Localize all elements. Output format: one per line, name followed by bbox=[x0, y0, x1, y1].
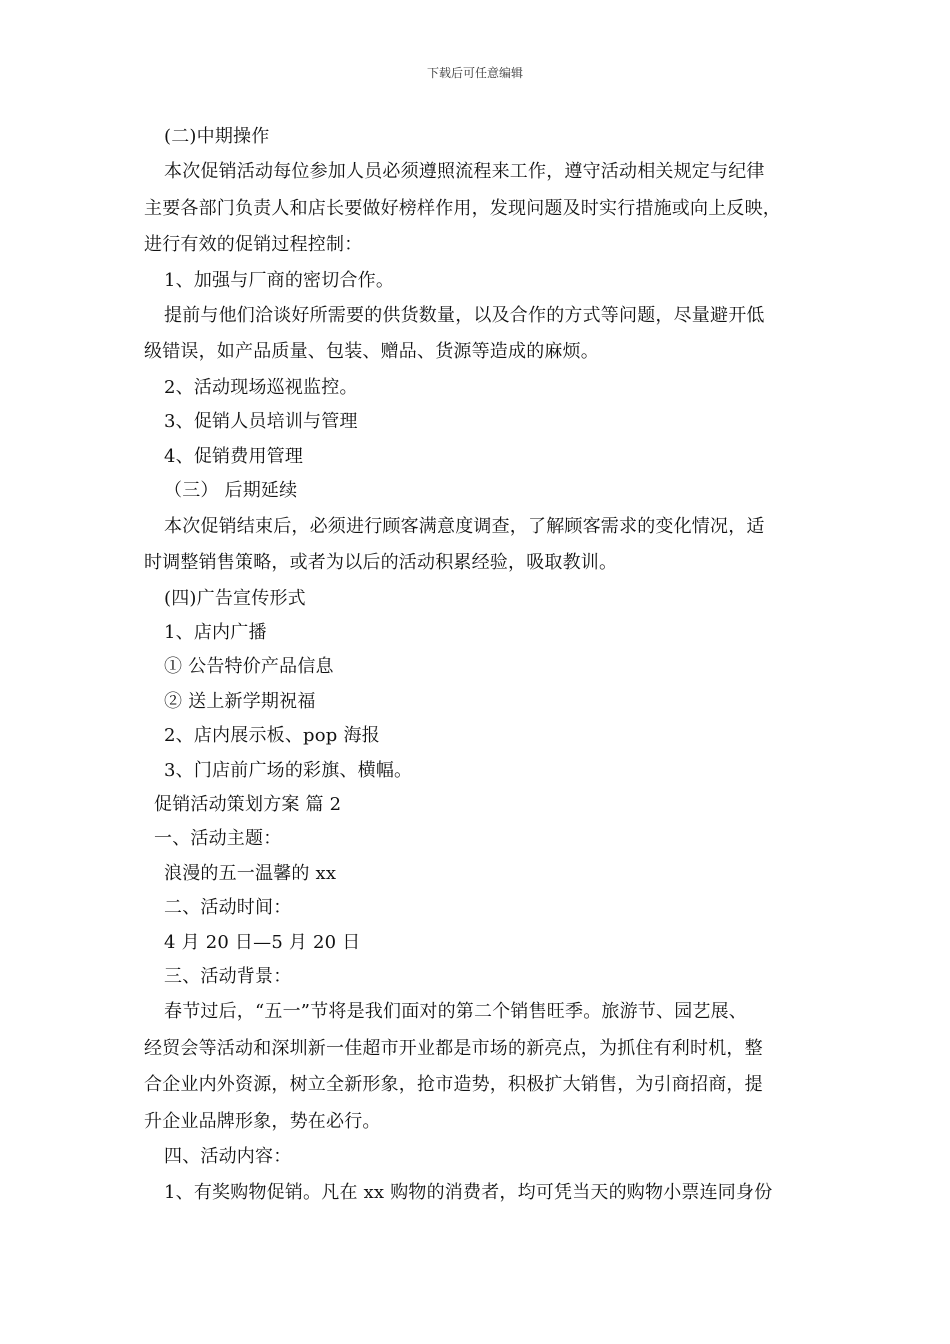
paragraph-line: 合企业内外资源，树立全新形象，抢市造势，积极扩大销售，为引商招商，提 bbox=[144, 1074, 763, 1096]
paragraph-line: 春节过后，“五一”节将是我们面对的第二个销售旺季。旅游节、园艺展、 bbox=[164, 1001, 748, 1023]
section-heading-background: 三、活动背景： bbox=[164, 966, 292, 987]
paragraph-line: 时调整销售策略，或者为以后的活动积累经验，吸取教训。 bbox=[144, 552, 618, 574]
paragraph-line: 1、有奖购物促销。凡在 xx 购物的消费者，均可凭当天的购物小票连同身份 bbox=[164, 1181, 773, 1203]
list-item: 2、活动现场巡视监控。 bbox=[164, 376, 358, 398]
section-heading-time: 二、活动时间： bbox=[164, 897, 292, 919]
document-body bbox=[144, 120, 824, 1211]
list-item: 4、促销费用管理 bbox=[164, 445, 304, 467]
paragraph-line: 本次促销结束后，必须进行顾客满意度调查，了解顾客需求的变化情况，适 bbox=[164, 515, 765, 537]
list-item: 2、店内展示板、pop 海报 bbox=[164, 725, 380, 747]
article-title: 促销活动策划方案 篇 2 bbox=[154, 793, 342, 815]
page-header: 下载后可任意编辑 bbox=[426, 66, 523, 80]
paragraph-line: 升企业品牌形象，势在必行。 bbox=[144, 1110, 381, 1132]
list-item: 3、促销人员培训与管理 bbox=[164, 411, 358, 433]
list-item: 1、店内广播 bbox=[164, 621, 267, 643]
paragraph-line: 经贸会等活动和深圳新一佳超市开业都是市场的新亮点，为抓住有利时机，整 bbox=[144, 1037, 763, 1059]
section-heading-theme: 一、活动主题： bbox=[154, 828, 282, 850]
list-subitem: ② 送上新学期祝福 bbox=[164, 690, 316, 712]
list-subitem: ① 公告特价产品信息 bbox=[164, 656, 334, 678]
list-item: 3、门店前广场的彩旗、横幅。 bbox=[164, 759, 413, 781]
paragraph-line: 本次促销活动每位参加人员必须遵照流程来工作，遵守活动相关规定与纪律 bbox=[164, 161, 765, 182]
section-heading-mid-term: (二)中期操作 bbox=[164, 126, 270, 147]
section-heading-advertising: (四)广告宣传形式 bbox=[164, 587, 306, 609]
list-item: 1、加强与厂商的密切合作。 bbox=[164, 269, 395, 291]
paragraph-line: 进行有效的促销过程控制： bbox=[144, 234, 363, 255]
paragraph-line: 提前与他们洽谈好所需要的供货数量，以及合作的方式等问题，尽量避开低 bbox=[164, 304, 765, 326]
paragraph-line: 主要各部门负责人和店长要做好榜样作用，发现问题及时实行措施或向上反映， bbox=[144, 197, 781, 219]
paragraph-line: 级错误，如产品质量、包装、赠品、货源等造成的麻烦。 bbox=[144, 341, 599, 363]
section-heading-content: 四、活动内容： bbox=[164, 1146, 292, 1168]
paragraph-line: 浪漫的五一温馨的 xx bbox=[164, 862, 337, 884]
paragraph-line: 4 月 20 日—5 月 20 日 bbox=[164, 931, 361, 953]
section-heading-late-term: （三） 后期延续 bbox=[164, 480, 298, 502]
